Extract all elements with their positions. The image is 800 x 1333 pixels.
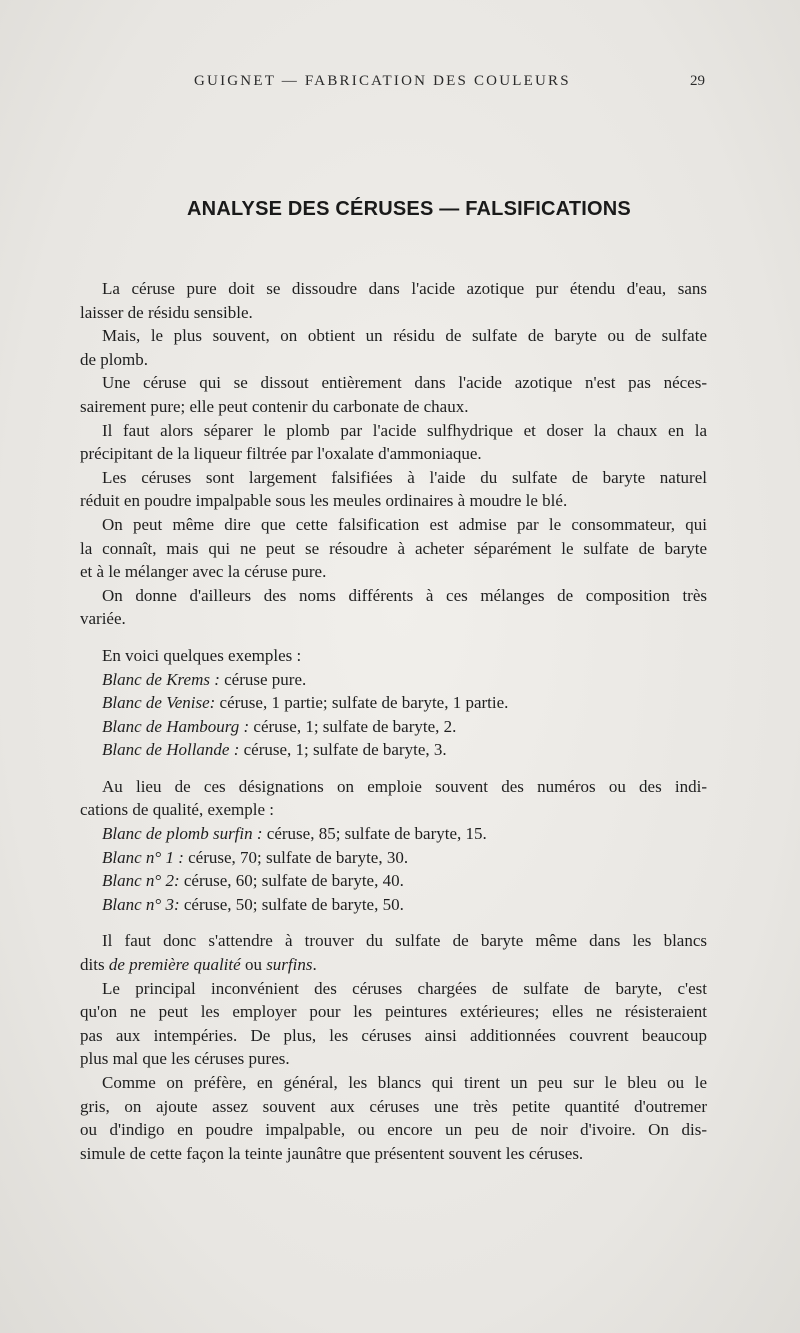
example-item xyxy=(80,668,707,692)
example-desc: céruse, 50; sulfate de baryte, 50. xyxy=(179,894,404,914)
paragraph-line: La céruse pure doit se dissoudre dans l'acide azotique pur étendu d'eau, sans xyxy=(102,279,707,298)
paragraph-line: cations de qualité, exemple : xyxy=(80,800,275,820)
example-name: Blanc de Venise: xyxy=(102,693,216,713)
paragraph-line: On peut même dire que cette falsification est admise par le consommateur, qui xyxy=(102,514,707,534)
example-item xyxy=(80,869,707,893)
paragraph-line: Au lieu de ces désignations on emploie souvent des numéros ou des indi- xyxy=(102,776,707,796)
paragraph-line: et à le mélanger avec la céruse pure. xyxy=(80,562,327,582)
example-item xyxy=(80,715,707,739)
paragraph-line: Une céruse qui se dissout entièrement dans l'acide azotique n'est pas néces- xyxy=(102,373,707,393)
example-item xyxy=(80,691,707,715)
example-desc: céruse, 1; sulfate de baryte, 2. xyxy=(249,716,457,736)
page-number: 29 xyxy=(690,73,705,89)
text-run: dits xyxy=(80,955,109,975)
example-item xyxy=(80,822,707,846)
example-name: Blanc de Hambourg : xyxy=(102,716,250,736)
examples-list-2 xyxy=(80,822,707,916)
spacer xyxy=(80,631,707,644)
paragraph-line: pas aux intempéries. De plus, les céruses ainsi additionnées couvrent beaucoup xyxy=(80,1025,707,1045)
paragraph-line: de plomb. xyxy=(80,349,148,369)
example-name: Blanc n° 1 : xyxy=(102,847,184,867)
example-item xyxy=(80,738,707,762)
paragraph-line: On donne d'ailleurs des noms différents à ces mélanges de composition très xyxy=(102,585,707,605)
text-run: . xyxy=(312,955,317,975)
examples-list-1 xyxy=(80,668,707,762)
paragraph-line: simule de cette façon la teinte jaunâtre que présentent souvent les céruses. xyxy=(80,1143,584,1163)
example-desc: céruse, 85; sulfate de baryte, 15. xyxy=(262,824,487,844)
paragraph-line: laisser de résidu sensible. xyxy=(80,302,253,322)
paragraph-line-mixed xyxy=(80,953,707,977)
paragraph-line: plus mal que les céruses pures. xyxy=(80,1049,290,1069)
example-name: Blanc n° 2: xyxy=(102,871,180,891)
paragraph-line: précipitant de la liqueur filtrée par l'oxalate d'ammoniaque. xyxy=(80,444,482,464)
paragraph-line: Comme on préfère, en général, les blancs qui tirent un peu sur le bleu ou le xyxy=(102,1073,707,1092)
section-heading: ANALYSE DES CÉRUSES — FALSIFICATIONS xyxy=(187,198,631,220)
example-name: Blanc n° 3: xyxy=(102,894,180,914)
running-title: GUIGNET — FABRICATION DES COULEURS xyxy=(194,73,571,89)
paragraph-line: Il faut donc s'attendre à trouver du sulfate de baryte même dans les blancs xyxy=(102,931,707,951)
text-run: ou xyxy=(240,955,267,975)
running-head xyxy=(0,73,800,95)
paragraph-line: Il faut alors séparer le plomb par l'acide sulfhydrique et doser la chaux en la xyxy=(102,420,707,440)
example-name: Blanc de plomb surfin : xyxy=(102,824,263,844)
example-desc: céruse, 1 partie; sulfate de baryte, 1 partie. xyxy=(215,693,509,713)
example-item xyxy=(80,846,707,870)
example-name: Blanc de Krems : xyxy=(102,669,220,689)
italic-phrase: surfins xyxy=(266,955,313,975)
body-text xyxy=(80,277,707,1165)
italic-phrase: de première qualité xyxy=(108,955,241,975)
paragraph-line: Mais, le plus souvent, on obtient un résidu de sulfate de baryte ou de sulfate xyxy=(102,326,707,346)
example-item xyxy=(80,893,707,917)
paragraph-line: réduit en poudre impalpable sous les meules ordinaires à moudre le blé. xyxy=(80,491,568,511)
paragraph-line: gris, on ajoute assez souvent aux céruses une très petite quantité d'outremer xyxy=(80,1096,707,1116)
paragraph-line: variée. xyxy=(80,609,126,629)
paragraph-line: qu'on ne peut les employer pour les peintures extérieures; elles ne résisteraient xyxy=(80,1002,707,1022)
example-desc: céruse, 60; sulfate de baryte, 40. xyxy=(179,871,404,891)
paragraph-line: ou d'indigo en poudre impalpable, ou encore un peu de noir d'ivoire. On dis- xyxy=(80,1120,707,1140)
paragraph-line: Le principal inconvénient des céruses chargées de sulfate de baryte, c'est xyxy=(102,978,707,998)
example-desc: céruse, 1; sulfate de baryte, 3. xyxy=(239,740,447,760)
paragraph-line: la connaît, mais qui ne peut se résoudre à acheter séparément le sulfate de baryte xyxy=(80,538,707,558)
example-desc: céruse, 70; sulfate de baryte, 30. xyxy=(183,847,409,867)
paragraph-line: Les céruses sont largement falsifiées à l'aide du sulfate de baryte naturel xyxy=(102,467,707,487)
example-name: Blanc de Hollande : xyxy=(102,740,240,760)
spacer xyxy=(80,916,707,929)
paragraph-line: sairement pure; elle peut contenir du carbonate de chaux. xyxy=(80,396,469,416)
spacer xyxy=(80,762,707,775)
example-desc: céruse pure. xyxy=(219,669,307,689)
paragraph-line: En voici quelques exemples : xyxy=(102,645,302,665)
